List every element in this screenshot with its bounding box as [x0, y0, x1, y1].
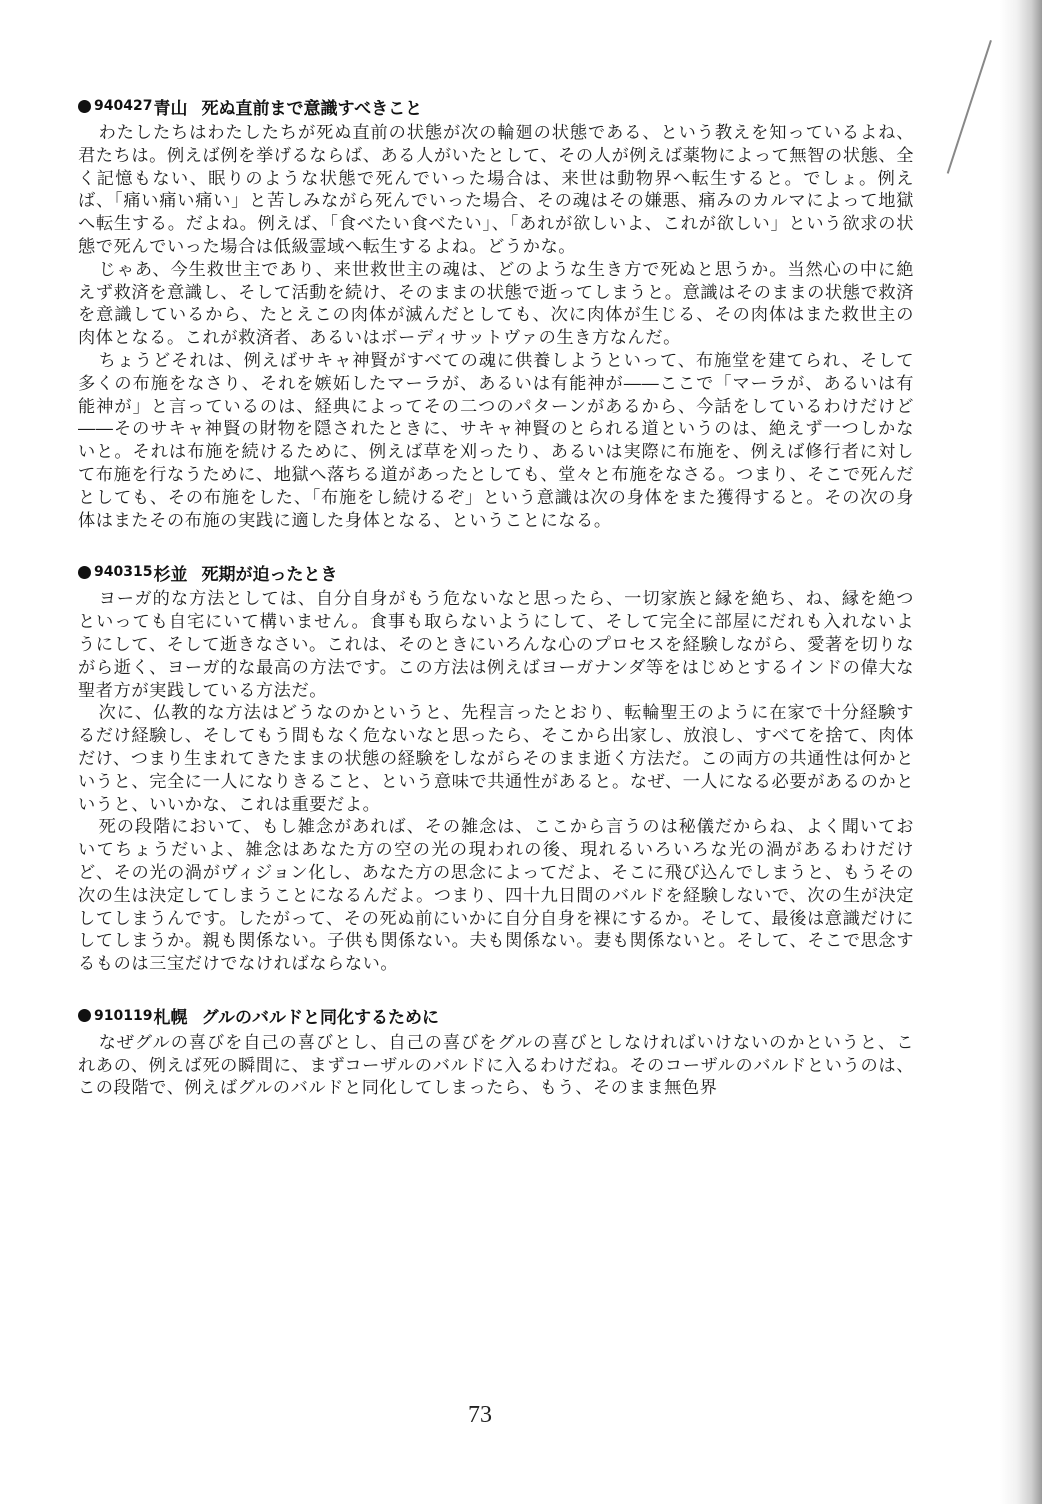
paragraph: ヨーガ的な方法としては、自分自身がもう危ないなと思ったら、一切家族と縁を絶ち、ね、縁を絶つといっても自宅にいて構いません。食事も取らないようにして、そして完全に部屋にだれも入れないようにして、そして逝きなさい。これは、そのときにいろんな心のプロセスを経験しながら、愛著を切りながら逝く、ヨーガ的な最高の方法です。この方法は例えばヨーガナンダ等をはじめとするインドの偉大な聖者方が実践している方法だ。 — [78, 589, 914, 701]
section-date: 910119 — [94, 1007, 153, 1024]
page-edge-mark — [947, 40, 992, 174]
section-place: 杉並 — [153, 564, 188, 585]
paragraph: じゃあ、今生救世主であり、来世救世主の魂は、どのような生き方で死ぬと思うか。当然心の中に絶えず救済を意識し、そして活動を続け、そのままの状態で逝ってしまうと。意識はそのままの状態で救済を意識しているから、たとえこの肉体が滅んだとしても、次に肉体が生じる、その肉体はまた救世主の肉体となる。これが救済者、あるいはボーディサットヴァの生き方なんだ。 — [78, 259, 914, 349]
section-title: 死ぬ直前まで意識すべきこと — [201, 98, 423, 119]
section-940315 — [78, 558, 914, 976]
bullet-circle-icon — [78, 566, 91, 579]
section-940427 — [78, 92, 914, 532]
bullet-circle-icon — [78, 1009, 91, 1022]
section-place: 青山 — [153, 98, 188, 119]
section-place: 札幌 — [153, 1008, 188, 1029]
page-number: 73 — [468, 1402, 492, 1428]
section-date: 940315 — [94, 564, 153, 581]
paragraph: 死の段階において、もし雑念があれば、その雑念は、ここから言うのは秘儀だからね、よく聞いておいてちょうだいよ、雑念はあなた方の空の光の現われの後、現れるいろいろな光の渦があるわけだけど、その光の渦がヴィジョン化し、あなた方の思念によってだよ、そこに飛び込んでしまうと、もうその次の生は決定してしまうことになるんだよ。つまり、四十九日間のバルドを経験しないで、次の生が決定してしまうんです。したがって、その死ぬ前にいかに自分自身を裸にするか。そして、最後は意識だけにしてしまうか。親も関係ない。子供も関係ない。夫も関係ない。妻も関係ないと。そして、そこで思念するものは三宝だけでなければならない。 — [78, 817, 914, 975]
document-body — [78, 92, 914, 1126]
page-edge-shadow — [1000, 0, 1042, 1504]
paragraph: なぜグルの喜びを自己の喜びとし、自己の喜びをグルの喜びとしなければいけないのかというと、これあの、例えば死の瞬間に、まずコーザルのバルドに入るわけだね。そのコーザルのバルドというのは、この段階で、例えばグルのバルドと同化してしまったら、もう、そのまま無色界 — [78, 1032, 914, 1099]
paragraph: 次に、仏教的な方法はどうなのかというと、先程言ったとおり、転輪聖王のように在家で十分経験するだけ経験し、そしてもう間もなく危ないなと思ったら、そこから出家し、放浪し、すべてを捨て、肉体だけ、つまり生まれてきたままの状態の経験をしながらそのまま逝く方法だ。この両方の共通性は何かというと、完全に一人になりきること、という意味で共通性があると。なぜ、一人になる必要があるのかというと、いいかな、これは重要だよ。 — [78, 703, 914, 815]
section-header — [78, 1002, 914, 1030]
section-header — [78, 558, 914, 586]
section-date: 940427 — [94, 98, 153, 114]
section-910119 — [78, 1002, 914, 1100]
paragraph: ちょうどそれは、例えばサキャ神賢がすべての魂に供養しようといって、布施堂を建てられ、そして多くの布施をなさり、それを嫉妬したマーラが、あるいは有能神が――ここで「マーラが、あるいは有能神が」と言っているのは、経典によってその二つのパターンがあるから、今話をしているわけだけど――そのサキャ神賢の財物を隠されたときに、サキャ神賢のとられる道というのは、絶えず一つしかないと。それは布施を続けるために、例えば草を刈ったり、あるいは実際に布施を、例えば修行者に対して布施を行なうために、地獄へ落ちる道があったとしても、堂々と布施をなさる。つまり、そこで死んだとしても、その布施をした、「布施をし続けるぞ」という意識は次の身体をまた獲得すると。その次の身体はまたその布施の実践に適した身体となる、ということになる。 — [78, 350, 914, 531]
paragraph: わたしたちはわたしたちが死ぬ直前の状態が次の輪廻の状態である、という教えを知っているよね、君たちは。例えば例を挙げるならば、ある人がいたとして、その人が例えば薬物によって無智の状態、全く記憶もない、眠りのような状態で死んでいった場合は、来世は動物界へ転生すると。でしょ。例えば、「痛い痛い痛い」と苦しみながら死んでいった場合、その魂はその嫌悪、痛みのカルマによって地獄へ転生する。だよね。例えば、「食べたい食べたい」、「あれが欲しいよ、これが欲しい」という欲求の状態で死んでいった場合は低級霊域へ転生するよね。どうかな。 — [78, 123, 914, 257]
section-header — [78, 92, 914, 120]
section-title: 死期が迫ったとき — [201, 564, 338, 585]
bullet-circle-icon — [78, 100, 91, 113]
section-title: グルのバルドと同化するために — [201, 1008, 439, 1029]
